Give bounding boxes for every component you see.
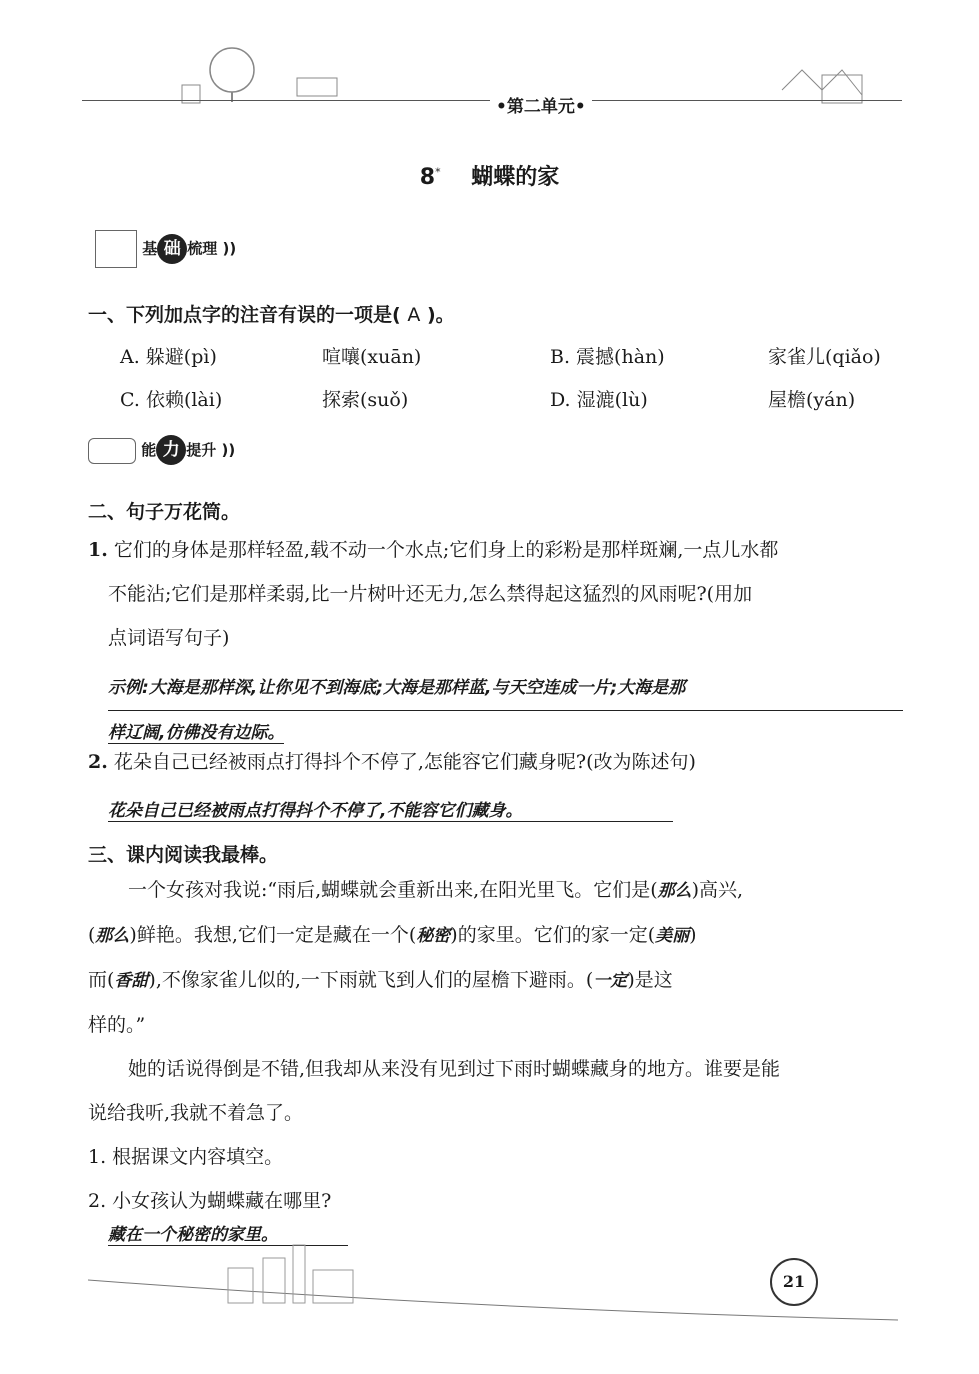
q1-option-c2: 探索(suǒ) bbox=[322, 389, 409, 411]
ability-banner: 能 力 提升 )) bbox=[88, 435, 235, 465]
q2-item2-answer: 花朵自己已经被雨点打得抖个不停了,不能容它们藏身。 bbox=[108, 796, 673, 822]
q1-option-a1: A. 躲避(pì) bbox=[120, 346, 217, 368]
banner-icon bbox=[95, 230, 137, 268]
lesson-name: 蝴蝶的家 bbox=[471, 165, 560, 190]
unit-label: •第二单元• bbox=[490, 92, 592, 117]
q2-item2: 2. 花朵自己已经被雨点打得抖个不停了,怎能容它们藏身呢?(改为陈述句) bbox=[88, 751, 696, 773]
q1-option-d1: D. 湿漉(lù) bbox=[550, 389, 648, 411]
q2-item1-answer: 示例:大海是那样深,让你见不到海底;大海是那样蓝,与天空连成一片;大海是那 样辽阔,仿佛没有边际。 bbox=[108, 666, 903, 755]
lesson-mark: * bbox=[435, 165, 441, 179]
q1-answer: A bbox=[407, 304, 421, 326]
q1-prompt: 一、下列加点字的注音有误的一项是( A )。 bbox=[88, 304, 455, 326]
basics-banner: 基 础 梳理 )) bbox=[95, 230, 236, 268]
lesson-title bbox=[0, 160, 979, 191]
car-icon bbox=[88, 438, 136, 464]
page-number: 21 bbox=[770, 1258, 818, 1306]
q2-item1: 1. 它们的身体是那样轻盈,载不动一个水点;它们身上的彩粉是那样斑斓,一点儿水都 不能沾;它们是那样柔弱,比一片树叶还无力,怎么禁得起这猛烈的风雨呢?(用加 点词语写句子) bbox=[88, 539, 779, 649]
q1-option-a2: 喧嚷(xuān) bbox=[322, 346, 422, 368]
q3-heading: 三、课内阅读我最棒。 bbox=[88, 844, 279, 866]
q1-option-d2: 屋檐(yán) bbox=[768, 389, 856, 411]
q1-option-b2: 家雀儿(qiǎo) bbox=[768, 346, 881, 368]
q1-option-c1: C. 依赖(lài) bbox=[120, 389, 223, 411]
q3-sub2-answer: 藏在一个秘密的家里。 bbox=[108, 1220, 348, 1246]
q1-option-b1: B. 震撼(hàn) bbox=[550, 346, 665, 368]
q3-passage: 一个女孩对我说:“雨后,蝴蝶就会重新出来,在阳光里飞。它们是(那么)高兴, (那么)鲜艳。我想,它们一定是藏在一个(秘密)的家里。它们的家一定(美丽) 而(香甜),不像家雀儿似的,一下雨就飞到人们的屋檐下避雨。(一定)是这 样的。” 她的话说得倒是不错,但我却从来没有见到过下雨时蝴蝶藏身的地方。谁要是能 说给我听,我就不着急了。 1. 根据课文内容填空。 2. 小女孩认为蝴蝶藏在哪里? bbox=[88, 879, 781, 1212]
q2-heading: 二、句子万花筒。 bbox=[88, 501, 241, 523]
lesson-number: 8 bbox=[419, 165, 436, 190]
